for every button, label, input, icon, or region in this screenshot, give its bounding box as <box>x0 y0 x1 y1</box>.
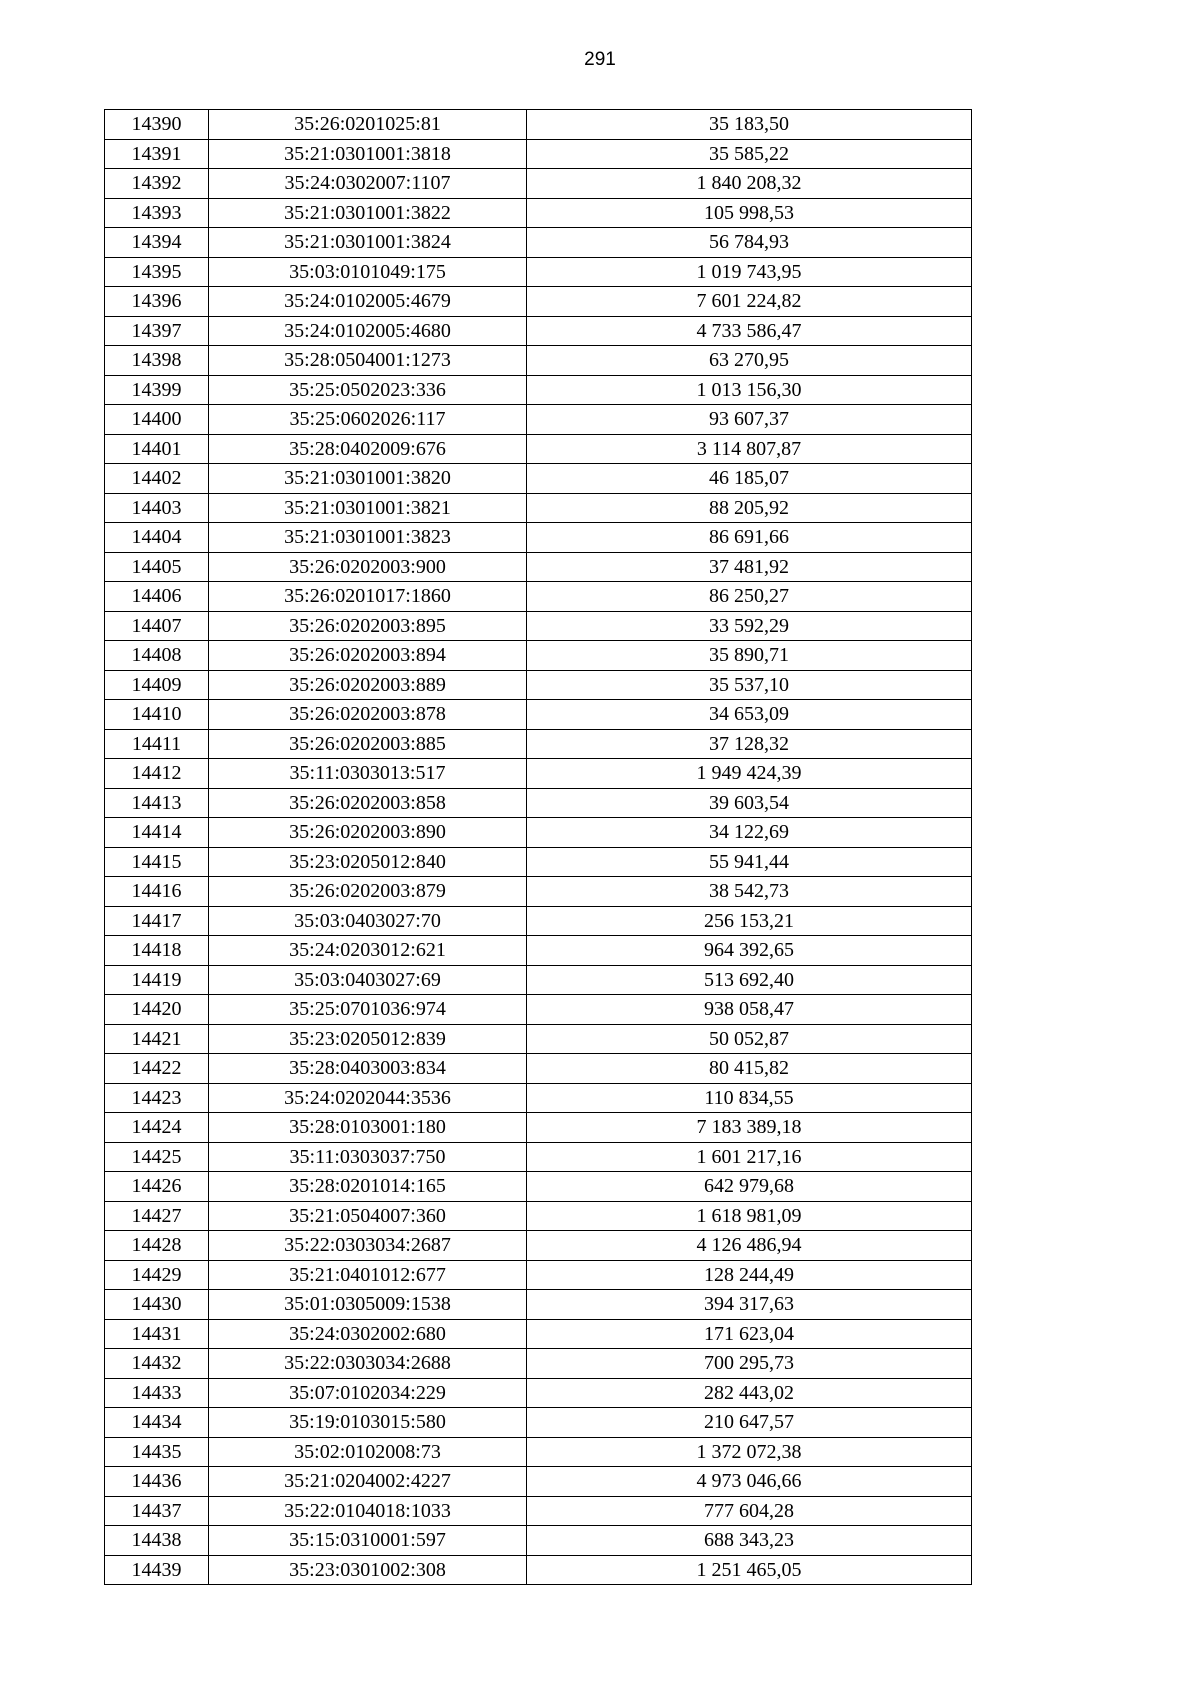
table-row <box>105 1378 972 1408</box>
cadastral-number-cell: 35:21:0301001:3822 <box>209 198 527 228</box>
value-cell: 1 251 465,05 <box>527 1555 972 1585</box>
row-number-cell: 14413 <box>105 788 209 818</box>
table-row <box>105 493 972 523</box>
row-number-cell: 14431 <box>105 1319 209 1349</box>
table-row <box>105 434 972 464</box>
cadastral-number-cell: 35:21:0301001:3823 <box>209 523 527 553</box>
value-cell: 50 052,87 <box>527 1024 972 1054</box>
table-row <box>105 198 972 228</box>
table-row <box>105 1172 972 1202</box>
table-row <box>105 287 972 317</box>
cadastral-number-cell: 35:28:0504001:1273 <box>209 346 527 376</box>
table-row <box>105 847 972 877</box>
table-row <box>105 1437 972 1467</box>
value-cell: 110 834,55 <box>527 1083 972 1113</box>
table-row <box>105 1201 972 1231</box>
cadastral-number-cell: 35:23:0301002:308 <box>209 1555 527 1585</box>
cadastral-number-cell: 35:22:0303034:2688 <box>209 1349 527 1379</box>
row-number-cell: 14416 <box>105 877 209 907</box>
value-cell: 46 185,07 <box>527 464 972 494</box>
table-row <box>105 552 972 582</box>
table-row <box>105 729 972 759</box>
row-number-cell: 14407 <box>105 611 209 641</box>
table-row <box>105 228 972 258</box>
table-row <box>105 316 972 346</box>
value-cell: 394 317,63 <box>527 1290 972 1320</box>
table-row <box>105 818 972 848</box>
table-row <box>105 1526 972 1556</box>
cadastral-number-cell: 35:21:0301001:3820 <box>209 464 527 494</box>
value-cell: 35 537,10 <box>527 670 972 700</box>
value-cell: 105 998,53 <box>527 198 972 228</box>
row-number-cell: 14426 <box>105 1172 209 1202</box>
table-row <box>105 1408 972 1438</box>
cadastral-number-cell: 35:21:0301001:3818 <box>209 139 527 169</box>
row-number-cell: 14391 <box>105 139 209 169</box>
cadastral-number-cell: 35:24:0202044:3536 <box>209 1083 527 1113</box>
table-row <box>105 1555 972 1585</box>
cadastral-number-cell: 35:03:0403027:69 <box>209 965 527 995</box>
row-number-cell: 14396 <box>105 287 209 317</box>
cadastral-number-cell: 35:28:0403003:834 <box>209 1054 527 1084</box>
row-number-cell: 14394 <box>105 228 209 258</box>
cadastral-number-cell: 35:24:0102005:4679 <box>209 287 527 317</box>
row-number-cell: 14438 <box>105 1526 209 1556</box>
row-number-cell: 14417 <box>105 906 209 936</box>
table-row <box>105 1260 972 1290</box>
value-cell: 4 733 586,47 <box>527 316 972 346</box>
cadastral-number-cell: 35:26:0202003:890 <box>209 818 527 848</box>
cadastral-number-cell: 35:26:0202003:900 <box>209 552 527 582</box>
value-cell: 37 481,92 <box>527 552 972 582</box>
value-cell: 34 653,09 <box>527 700 972 730</box>
value-cell: 777 604,28 <box>527 1496 972 1526</box>
cadastral-number-cell: 35:26:0201025:81 <box>209 110 527 140</box>
row-number-cell: 14429 <box>105 1260 209 1290</box>
row-number-cell: 14427 <box>105 1201 209 1231</box>
row-number-cell: 14401 <box>105 434 209 464</box>
row-number-cell: 14415 <box>105 847 209 877</box>
value-cell: 86 250,27 <box>527 582 972 612</box>
row-number-cell: 14397 <box>105 316 209 346</box>
cadastral-number-cell: 35:25:0602026:117 <box>209 405 527 435</box>
page-number: 291 <box>584 49 616 70</box>
value-cell: 1 372 072,38 <box>527 1437 972 1467</box>
value-cell: 256 153,21 <box>527 906 972 936</box>
cadastral-number-cell: 35:26:0201017:1860 <box>209 582 527 612</box>
cadastral-number-cell: 35:26:0202003:885 <box>209 729 527 759</box>
cadastral-number-cell: 35:24:0102005:4680 <box>209 316 527 346</box>
row-number-cell: 14432 <box>105 1349 209 1379</box>
cadastral-number-cell: 35:28:0103001:180 <box>209 1113 527 1143</box>
table-row <box>105 1054 972 1084</box>
cadastral-number-cell: 35:25:0701036:974 <box>209 995 527 1025</box>
row-number-cell: 14435 <box>105 1437 209 1467</box>
cadastral-number-cell: 35:21:0301001:3824 <box>209 228 527 258</box>
cadastral-number-cell: 35:24:0302002:680 <box>209 1319 527 1349</box>
row-number-cell: 14436 <box>105 1467 209 1497</box>
value-cell: 688 343,23 <box>527 1526 972 1556</box>
table-row <box>105 346 972 376</box>
table-row <box>105 1083 972 1113</box>
row-number-cell: 14419 <box>105 965 209 995</box>
table-row <box>105 1319 972 1349</box>
row-number-cell: 14409 <box>105 670 209 700</box>
cadastral-number-cell: 35:28:0201014:165 <box>209 1172 527 1202</box>
table-row <box>105 110 972 140</box>
value-cell: 1 949 424,39 <box>527 759 972 789</box>
row-number-cell: 14434 <box>105 1408 209 1438</box>
row-number-cell: 14393 <box>105 198 209 228</box>
table-row <box>105 611 972 641</box>
row-number-cell: 14421 <box>105 1024 209 1054</box>
row-number-cell: 14404 <box>105 523 209 553</box>
value-cell: 642 979,68 <box>527 1172 972 1202</box>
table-row <box>105 257 972 287</box>
row-number-cell: 14424 <box>105 1113 209 1143</box>
table-row <box>105 523 972 553</box>
row-number-cell: 14406 <box>105 582 209 612</box>
table-row <box>105 1113 972 1143</box>
cadastral-number-cell: 35:11:0303013:517 <box>209 759 527 789</box>
row-number-cell: 14433 <box>105 1378 209 1408</box>
value-cell: 55 941,44 <box>527 847 972 877</box>
table-row <box>105 582 972 612</box>
value-cell: 34 122,69 <box>527 818 972 848</box>
cadastral-number-cell: 35:07:0102034:229 <box>209 1378 527 1408</box>
row-number-cell: 14428 <box>105 1231 209 1261</box>
value-cell: 210 647,57 <box>527 1408 972 1438</box>
value-cell: 4 973 046,66 <box>527 1467 972 1497</box>
row-number-cell: 14405 <box>105 552 209 582</box>
value-cell: 1 019 743,95 <box>527 257 972 287</box>
cadastral-number-cell: 35:26:0202003:879 <box>209 877 527 907</box>
value-cell: 56 784,93 <box>527 228 972 258</box>
row-number-cell: 14437 <box>105 1496 209 1526</box>
cadastral-number-cell: 35:24:0302007:1107 <box>209 169 527 199</box>
row-number-cell: 14412 <box>105 759 209 789</box>
row-number-cell: 14422 <box>105 1054 209 1084</box>
value-cell: 80 415,82 <box>527 1054 972 1084</box>
row-number-cell: 14390 <box>105 110 209 140</box>
value-cell: 35 585,22 <box>527 139 972 169</box>
value-cell: 86 691,66 <box>527 523 972 553</box>
cadastral-number-cell: 35:03:0403027:70 <box>209 906 527 936</box>
table-body <box>105 110 972 1585</box>
cadastral-number-cell: 35:19:0103015:580 <box>209 1408 527 1438</box>
table-row <box>105 936 972 966</box>
cadastral-number-cell: 35:26:0202003:895 <box>209 611 527 641</box>
value-cell: 1 013 156,30 <box>527 375 972 405</box>
value-cell: 513 692,40 <box>527 965 972 995</box>
table-row <box>105 700 972 730</box>
value-cell: 38 542,73 <box>527 877 972 907</box>
table-row <box>105 1467 972 1497</box>
cadastral-number-cell: 35:22:0104018:1033 <box>209 1496 527 1526</box>
cadastral-number-cell: 35:11:0303037:750 <box>209 1142 527 1172</box>
table-row <box>105 375 972 405</box>
value-cell: 37 128,32 <box>527 729 972 759</box>
table-row <box>105 1231 972 1261</box>
cadastral-number-cell: 35:21:0204002:4227 <box>209 1467 527 1497</box>
value-cell: 1 840 208,32 <box>527 169 972 199</box>
cadastral-number-cell: 35:01:0305009:1538 <box>209 1290 527 1320</box>
table-row <box>105 641 972 671</box>
table-row <box>105 877 972 907</box>
table-row <box>105 788 972 818</box>
row-number-cell: 14423 <box>105 1083 209 1113</box>
cadastral-number-cell: 35:28:0402009:676 <box>209 434 527 464</box>
value-cell: 1 601 217,16 <box>527 1142 972 1172</box>
row-number-cell: 14420 <box>105 995 209 1025</box>
table-row <box>105 1290 972 1320</box>
value-cell: 4 126 486,94 <box>527 1231 972 1261</box>
value-cell: 1 618 981,09 <box>527 1201 972 1231</box>
row-number-cell: 14408 <box>105 641 209 671</box>
cadastral-number-cell: 35:23:0205012:840 <box>209 847 527 877</box>
value-cell: 3 114 807,87 <box>527 434 972 464</box>
register-table <box>104 109 972 1585</box>
table-row <box>105 464 972 494</box>
table-row <box>105 169 972 199</box>
table-row <box>105 405 972 435</box>
table-row <box>105 1142 972 1172</box>
value-cell: 7 183 389,18 <box>527 1113 972 1143</box>
row-number-cell: 14425 <box>105 1142 209 1172</box>
value-cell: 93 607,37 <box>527 405 972 435</box>
value-cell: 128 244,49 <box>527 1260 972 1290</box>
table-row <box>105 1349 972 1379</box>
value-cell: 171 623,04 <box>527 1319 972 1349</box>
row-number-cell: 14411 <box>105 729 209 759</box>
value-cell: 700 295,73 <box>527 1349 972 1379</box>
cadastral-number-cell: 35:03:0101049:175 <box>209 257 527 287</box>
value-cell: 33 592,29 <box>527 611 972 641</box>
value-cell: 964 392,65 <box>527 936 972 966</box>
cadastral-number-cell: 35:26:0202003:858 <box>209 788 527 818</box>
table-row <box>105 906 972 936</box>
row-number-cell: 14402 <box>105 464 209 494</box>
row-number-cell: 14400 <box>105 405 209 435</box>
value-cell: 7 601 224,82 <box>527 287 972 317</box>
cadastral-number-cell: 35:15:0310001:597 <box>209 1526 527 1556</box>
value-cell: 35 890,71 <box>527 641 972 671</box>
cadastral-number-cell: 35:26:0202003:878 <box>209 700 527 730</box>
row-number-cell: 14392 <box>105 169 209 199</box>
row-number-cell: 14430 <box>105 1290 209 1320</box>
table-row <box>105 670 972 700</box>
cadastral-number-cell: 35:25:0502023:336 <box>209 375 527 405</box>
row-number-cell: 14439 <box>105 1555 209 1585</box>
table-row <box>105 759 972 789</box>
table-row <box>105 995 972 1025</box>
cadastral-number-cell: 35:23:0205012:839 <box>209 1024 527 1054</box>
value-cell: 938 058,47 <box>527 995 972 1025</box>
cadastral-number-cell: 35:02:0102008:73 <box>209 1437 527 1467</box>
table-row <box>105 139 972 169</box>
row-number-cell: 14410 <box>105 700 209 730</box>
cadastral-number-cell: 35:26:0202003:894 <box>209 641 527 671</box>
row-number-cell: 14414 <box>105 818 209 848</box>
table-row <box>105 1496 972 1526</box>
value-cell: 39 603,54 <box>527 788 972 818</box>
cadastral-number-cell: 35:24:0203012:621 <box>209 936 527 966</box>
value-cell: 282 443,02 <box>527 1378 972 1408</box>
value-cell: 88 205,92 <box>527 493 972 523</box>
table-row <box>105 965 972 995</box>
row-number-cell: 14418 <box>105 936 209 966</box>
row-number-cell: 14398 <box>105 346 209 376</box>
row-number-cell: 14395 <box>105 257 209 287</box>
cadastral-number-cell: 35:21:0301001:3821 <box>209 493 527 523</box>
value-cell: 63 270,95 <box>527 346 972 376</box>
cadastral-number-cell: 35:21:0401012:677 <box>209 1260 527 1290</box>
cadastral-number-cell: 35:26:0202003:889 <box>209 670 527 700</box>
value-cell: 35 183,50 <box>527 110 972 140</box>
row-number-cell: 14399 <box>105 375 209 405</box>
cadastral-number-cell: 35:21:0504007:360 <box>209 1201 527 1231</box>
cadastral-number-cell: 35:22:0303034:2687 <box>209 1231 527 1261</box>
table-row <box>105 1024 972 1054</box>
row-number-cell: 14403 <box>105 493 209 523</box>
